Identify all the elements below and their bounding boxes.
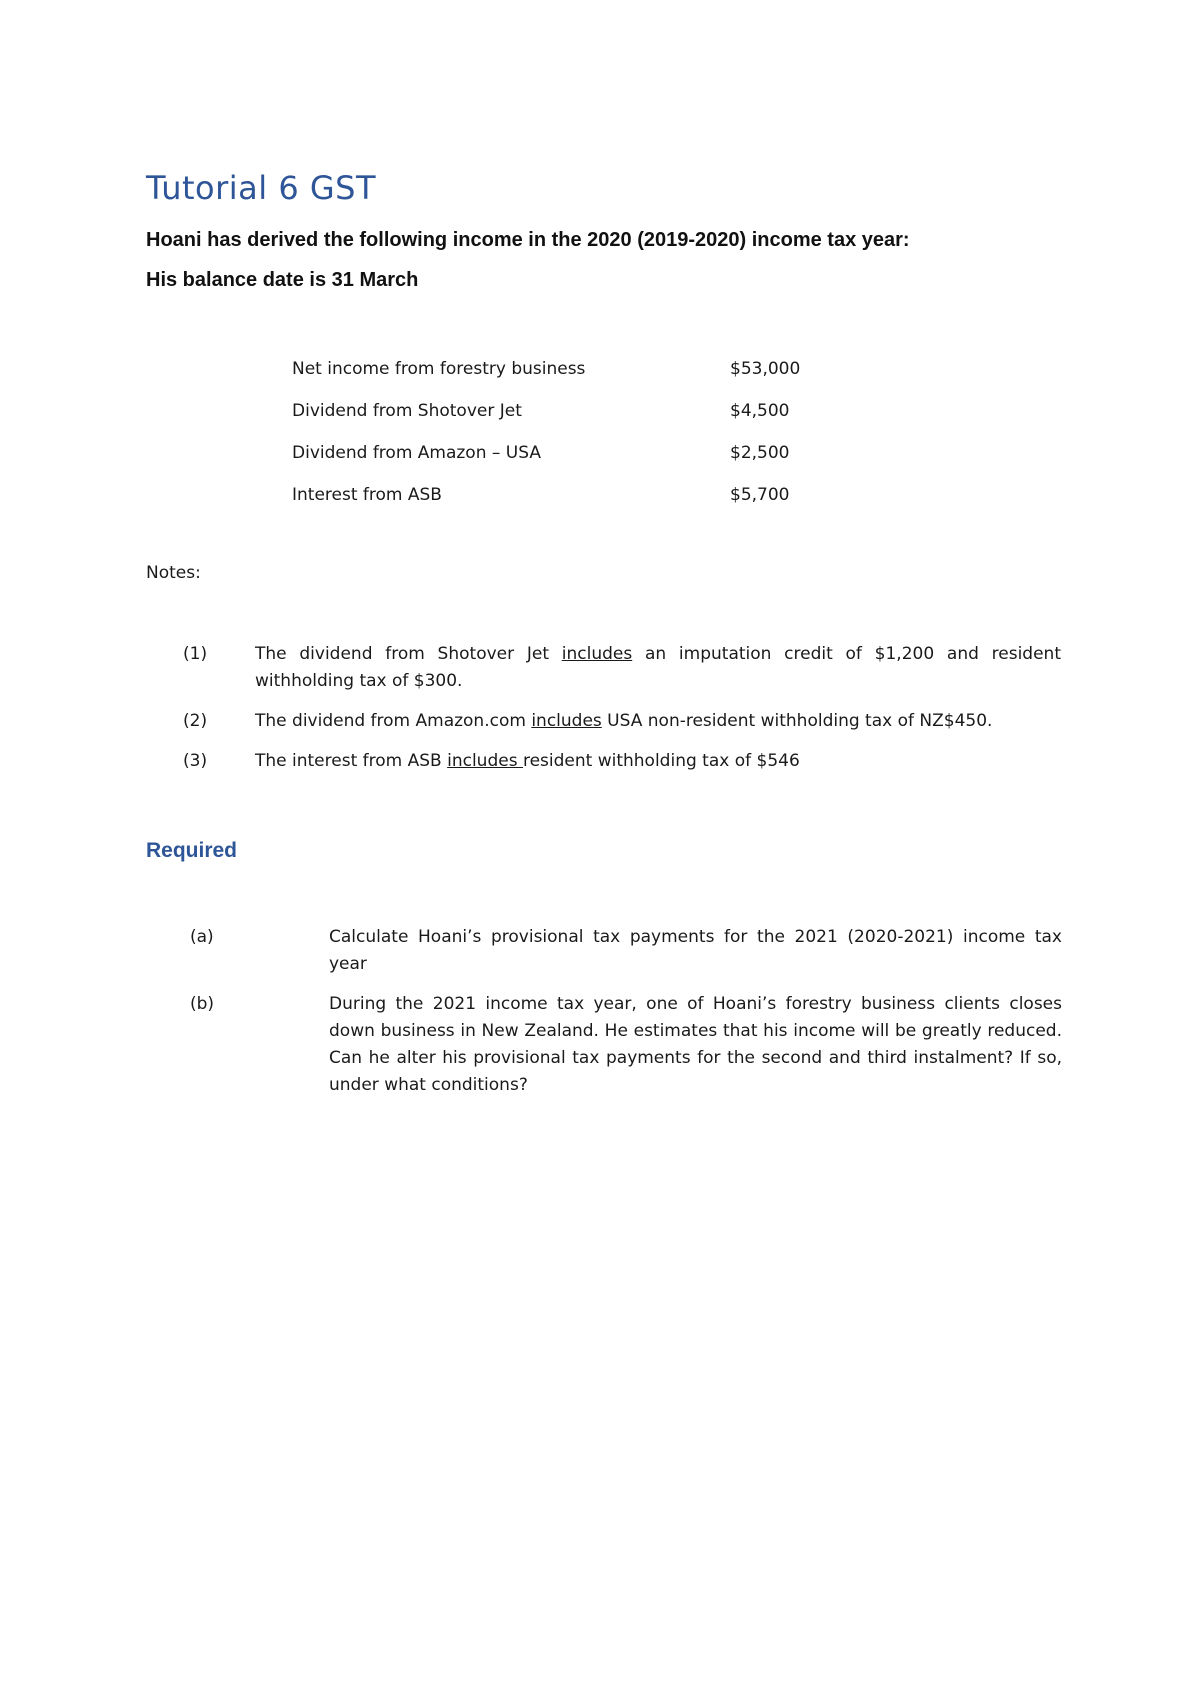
question-letter: (b) bbox=[190, 994, 215, 1014]
income-amount: $2,500 bbox=[730, 443, 790, 463]
question-text: Calculate Hoani’s provisional tax payments for the 2021 (2020-2021) income tax year bbox=[329, 927, 1062, 974]
note-text bbox=[255, 641, 1061, 695]
note-text-underlined: includes bbox=[561, 644, 633, 664]
income-label: Net income from forestry business bbox=[292, 359, 586, 379]
note-text-before: The dividend from Amazon.com bbox=[255, 711, 532, 731]
note-text-underlined: includes bbox=[531, 711, 602, 731]
income-row bbox=[292, 474, 800, 516]
page-title: Tutorial 6 GST bbox=[146, 169, 376, 207]
intro-line-income-year: Hoani has derived the following income in the 2020 (2019-2020) income tax year: bbox=[146, 229, 910, 251]
note-text-before: The interest from ASB bbox=[255, 751, 448, 771]
income-amount: $4,500 bbox=[730, 401, 790, 421]
income-amount: $5,700 bbox=[730, 485, 790, 505]
note-number: (2) bbox=[183, 711, 208, 731]
income-label: Interest from ASB bbox=[292, 485, 442, 505]
note-number: (3) bbox=[183, 751, 208, 771]
note-number: (1) bbox=[183, 644, 208, 664]
question-text: During the 2021 income tax year, one of Hoani’s forestry business clients closes down business in New Zealand. He estimates that his income will be greatly reduced. Can he alter his provisional tax payments for the second and third instalment? If so, under what conditions? bbox=[329, 994, 1062, 1095]
note-text-after: USA non-resident withholding tax of NZ$450. bbox=[601, 711, 993, 731]
note-text-before: The dividend from Shotover Jet bbox=[255, 644, 562, 664]
note-text bbox=[255, 708, 1061, 735]
question-letter: (a) bbox=[190, 927, 214, 947]
income-table bbox=[292, 348, 800, 516]
income-label: Dividend from Amazon – USA bbox=[292, 443, 541, 463]
note-text-underlined: includes bbox=[447, 751, 523, 771]
income-amount: $53,000 bbox=[730, 359, 801, 379]
income-row bbox=[292, 348, 800, 390]
note-text-after: an imputation credit of $1,200 and resident withholding tax of $300. bbox=[255, 644, 1062, 691]
note-text bbox=[255, 748, 1061, 775]
income-row bbox=[292, 432, 800, 474]
intro-line-balance-date: His balance date is 31 March bbox=[146, 269, 419, 291]
income-row bbox=[292, 390, 800, 432]
income-label: Dividend from Shotover Jet bbox=[292, 401, 522, 421]
note-text-after: resident withholding tax of $546 bbox=[522, 751, 800, 771]
notes-heading: Notes: bbox=[146, 563, 201, 583]
required-heading: Required bbox=[146, 839, 238, 862]
